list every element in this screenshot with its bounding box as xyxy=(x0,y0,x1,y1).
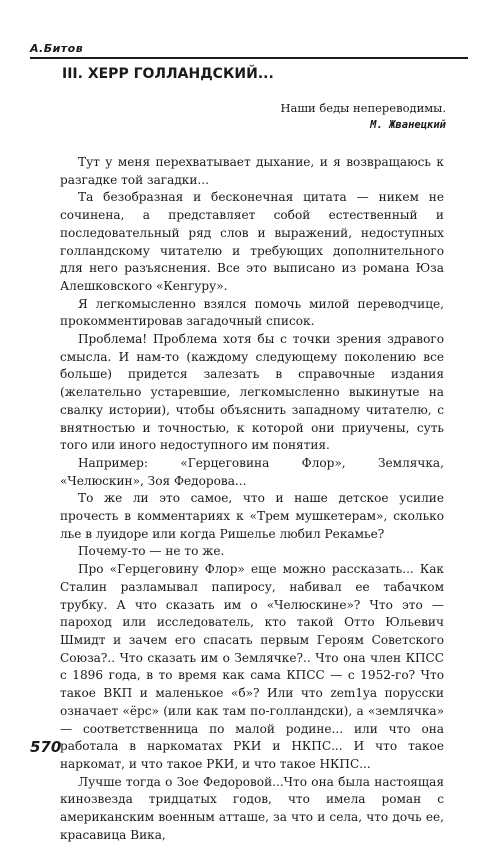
paragraph: То же ли это самое, что и наше детское усилие прочесть в комментариях к «Трем мушкетерам», сколько лье в луидоре или когда Ришелье любил Рекамье? xyxy=(60,491,444,541)
chapter-title: III. ХЕРР ГОЛЛАНДСКИЙ... xyxy=(62,66,274,82)
paragraph: Про «Герцеговину Флор» еще можно рассказать... Как Сталин разламывал папиросу, набивал ее табачком трубку. А что сказать им о «Челюскине»? Что это — пароход или исследователь, кто такой Отто Юльевич Шмидт и зачем его спасать первым Героям Советского Союза?.. Что сказать им о Землячке?.. Что она член КПСС с 1896 года, в то время как сама КПСС — с 1952-го? Что такое ВКП и маленькое «б»? Или что zem1ya порусски означает «ёрс» (или как там по-голландски), а «землячка» — соответственница по малой родине... или что она работала в наркоматах РКИ и НКПС... И что такое наркомат, и что такое РКИ, и что такое НКПС... xyxy=(60,562,444,771)
paragraph: Тут у меня перехватывает дыхание, и я возвращаюсь к разгадке той загадки... xyxy=(60,155,444,187)
epigraph-author: М. Жванецкий xyxy=(370,119,446,131)
page-number: 570 xyxy=(30,738,62,756)
paragraph: Лучше тогда о Зое Федоровой...Что она была настоящая кинозвезда тридцатых годов, что имела роман с американским военным атташе, за что и села, что дочь ее, красавица Вика, xyxy=(60,774,444,842)
epigraph xyxy=(280,100,446,134)
paragraph: Например: «Герцеговина Флор», Землячка, «Челюскин», Зоя Федорова... xyxy=(60,455,444,488)
header-rule xyxy=(30,57,468,59)
epigraph-text: Наши беды непереводимы. xyxy=(280,101,446,115)
paragraph: Та безобразная и бесконечная цитата — никем не сочинена, а представляет собой естественный и последовательный ряд слов и выражений, недоступных голландскому читателю и требующих дополнительного для него разъяснения. Все это выписано из романа Юза Алешковского «Кенгуру». xyxy=(60,190,444,293)
body-text xyxy=(60,154,444,844)
running-head: А.Битов xyxy=(30,42,84,55)
paragraph: Проблема! Проблема хотя бы с точки зрения здравого смысла. И нам-то (каждому следующему поколению все больше) придется залезать в справочные издания (желательно устаревшие, легкомысленно выкинутые на свалку истории), чтобы объяснить западному читателю, с внятностью и точностью, к которой они приучены, суть того или иного недоступного им понятия. xyxy=(60,332,444,453)
paragraph: Почему-то — не то же. xyxy=(78,544,225,559)
paragraph: Я легкомысленно взялся помочь милой переводчице, прокомментировав загадочный список. xyxy=(60,296,444,329)
